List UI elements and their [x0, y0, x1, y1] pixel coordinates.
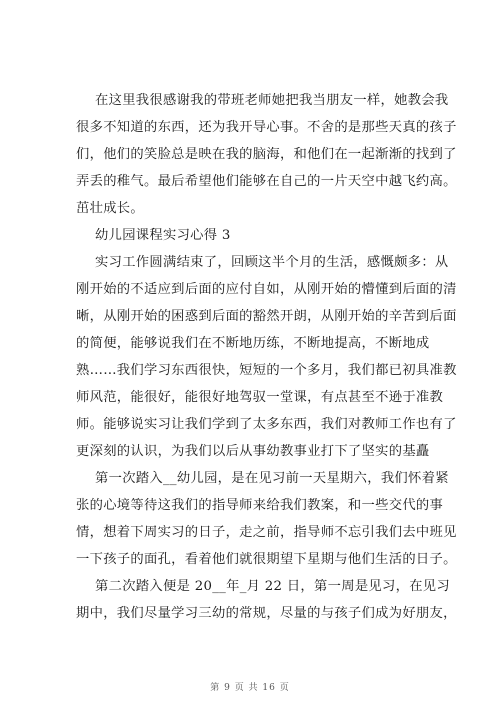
paragraph-line: 很多不知道的东西，还为我开导心事。不舍的是那些天真的孩子 — [76, 120, 457, 135]
paragraph-line: 们，他们的笑脸总是映在我的脑海，和他们在一起渐渐的找到了 — [76, 147, 457, 162]
paragraph-line: 情，想着下周实习的日子，走之前，指导师不忘引我们去中班见 — [76, 525, 457, 540]
paragraph-line: 实习工作圆满结束了，回顾这半个月的生活，感慨颇多：从 — [95, 255, 449, 270]
paragraph-line: 第二次踏入便是 20__年_月 22 日，第一周是见习，在见习 — [95, 579, 450, 594]
paragraph-line: 在这里我很感谢我的带班老师她把我当朋友一样，她教会我 — [95, 93, 449, 108]
paragraph-line: 师风范，能很好，能很好地驾驭一堂课，有点甚至不逊于准教 — [76, 390, 444, 405]
paragraph-line: 茁壮成长。 — [76, 201, 144, 216]
paragraph-line: 师。能够说实习让我们学到了太多东西，我们对教师工作也有了 — [76, 417, 457, 432]
paragraph-line: 期中，我们尽量学习三幼的常规，尽量的与孩子们成为好朋友， — [76, 606, 457, 621]
paragraph-line: 弄丢的稚气。最后希望他们能够在自己的一片天空中越飞约高。 — [76, 174, 457, 189]
page-number-footer: 第 9 页 共 16 页 — [210, 683, 290, 693]
paragraph-line: 晰，从刚开始的困惑到后面的豁然开朗，从刚开始的辛苦到后面 — [76, 309, 457, 324]
section-heading: 幼儿园课程实习心得 3 — [95, 228, 231, 243]
paragraph-line: 更深刻的认识，为我们以后从事幼教事业打下了坚实的基矗 — [76, 444, 430, 459]
paragraph-line: 熟……我们学习东西很快，短短的一个多月，我们都已初具准教 — [76, 363, 457, 378]
paragraph-line: 刚开始的不适应到后面的应付自如，从刚开始的懵懂到后面的清 — [76, 282, 457, 297]
paragraph-line: 张的心境等待这我们的指导师来给我们教案，和一些交代的事 — [76, 498, 444, 513]
paragraph-line: 的简便，能够说我们在不断地历练，不断地提高，不断地成 — [76, 336, 430, 351]
paragraph-line: 第一次踏入__幼儿园，是在见习前一天星期六，我们怀着紧 — [95, 471, 449, 486]
paragraph-line: 一下孩子的面孔，看着他们就很期望下星期与他们生活的日子。 — [76, 552, 457, 567]
